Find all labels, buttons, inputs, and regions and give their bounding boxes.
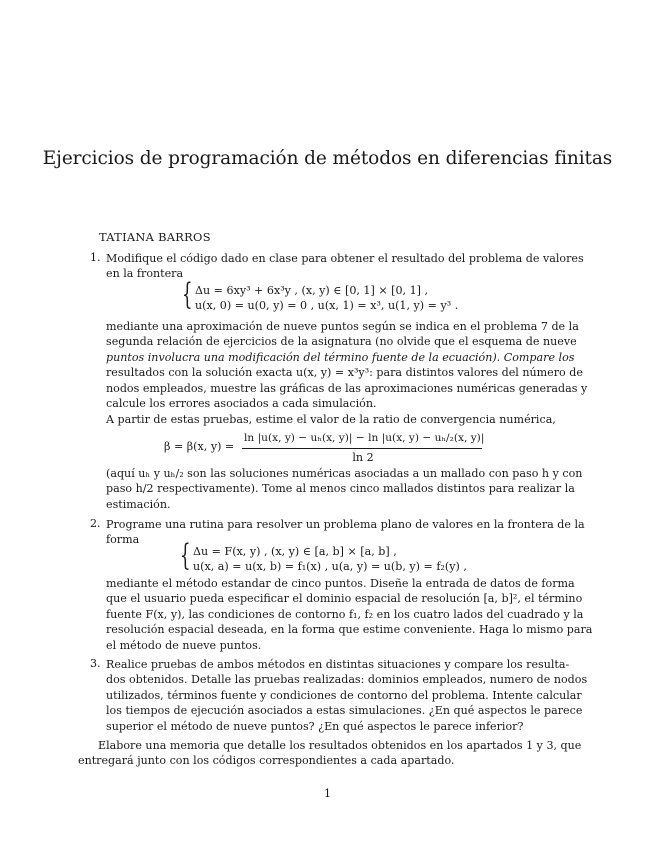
item-1-number: 1. xyxy=(90,251,101,264)
text-line: calcule los errores asociados a cada simulación. xyxy=(106,397,377,411)
item-2-number: 2. xyxy=(90,517,101,530)
left-brace: { xyxy=(180,538,191,573)
text-line: estimación. xyxy=(106,497,171,511)
item-1-equation-2: u(x, 0) = u(0, y) = 0 , u(x, 1) = x³, u(1, y) = y³ . xyxy=(195,299,459,312)
text-line: A partir de estas pruebas, estime el valor de la ratio de convergencia numérica, xyxy=(106,413,556,426)
text-line: Programe una rutina para resolver un problema plano de valores en la frontera de la xyxy=(106,518,585,531)
item-1-paragraph-1 xyxy=(106,319,588,411)
text-line: resolución espacial deseada, en la forma que estime conveniente. Haga lo mismo para xyxy=(106,623,593,637)
text-line: en la frontera xyxy=(106,267,184,281)
item-3-paragraph-1 xyxy=(106,657,588,734)
text-line: superior el método de nueve puntos? ¿En qué aspectos le parece inferior? xyxy=(106,719,524,733)
text-line: forma xyxy=(106,533,140,547)
item-1-equation-1: Δu = 6xy³ + 6x³y , (x, y) ∈ [0, 1] × [0, 1] , xyxy=(195,284,429,297)
text-line: Realice pruebas de ambos métodos en distintas situaciones y compare los resulta- xyxy=(106,658,570,671)
item-1-paragraph-3 xyxy=(106,466,583,512)
left-brace: { xyxy=(182,277,193,312)
item-1-intro xyxy=(106,251,584,282)
item-2-equation-2: u(x, a) = u(x, b) = f₁(x) , u(a, y) = u(b, y) = f₂(y) , xyxy=(193,560,467,573)
formula-denominator: ln 2 xyxy=(352,451,374,464)
text-line: resultados con la solución exacta u(x, y) = x³y³: para distintos valores del número de xyxy=(106,366,583,380)
text-line: Modifique el código dado en clase para obtener el resultado del problema de valores xyxy=(106,252,584,265)
formula-lhs: β = β(x, y) = xyxy=(164,440,235,453)
item-2-intro xyxy=(106,517,585,548)
page-number: 1 xyxy=(323,787,332,800)
text-line: entregará junto con los códigos correspondientes a cada apartado. xyxy=(78,754,455,768)
text-line: mediante el método estandar de cinco puntos. Diseñe la entrada de datos de forma xyxy=(106,577,575,590)
author-name: TATIANA BARROS xyxy=(99,230,211,244)
text-line: Elabore una memoria que detalle los resultados obtenidos en los apartados 1 y 3, que xyxy=(98,739,582,752)
text-line: puntos involucra una modificación del término fuente de la ecuación). Compare los xyxy=(106,350,575,364)
item-2-paragraph-1 xyxy=(106,576,593,653)
text-line: paso h/2 respectivamente). Tome al menos cinco mallados distintos para realizar la xyxy=(106,482,575,496)
document-title: Ejercicios de programación de métodos en diferencias finitas xyxy=(42,148,613,169)
item-2-equation-1: Δu = F(x, y) , (x, y) ∈ [a, b] × [a, b] , xyxy=(193,545,397,558)
closing-paragraph xyxy=(78,738,582,769)
text-line: utilizados, términos fuente y condiciones de contorno del problema. Intente calcular xyxy=(106,688,582,702)
formula-numerator: ln |u(x, y) − uₕ(x, y)| − ln |u(x, y) − uₕ/₂(x, y)| xyxy=(244,432,485,444)
text-line: fuente F(x, y), las condiciones de contorno f₁, f₂ en los cuatro lados del cuadrado y la xyxy=(106,607,584,621)
item-3-number: 3. xyxy=(90,657,101,670)
text-line: el método de nueve puntos. xyxy=(106,638,262,652)
text-line: mediante una aproximación de nueve puntos según se indica en el problema 7 de la xyxy=(106,320,579,333)
text-line: nodos empleados, muestre las gráficas de las aproximaciones numéricas generadas y xyxy=(106,381,588,395)
fraction-bar xyxy=(242,448,482,449)
text-line: segunda relación de ejercicios de la asignatura (no olvide que el esquema de nueve xyxy=(106,335,577,349)
text-line: los tiempos de ejecución asociados a estas simulaciones. ¿En qué aspectos le parece xyxy=(106,704,583,718)
text-line: (aquí uₕ y uₕ/₂ son las soluciones numéricas asociadas a un mallado con paso h y con xyxy=(106,467,583,480)
item-1-paragraph-2 xyxy=(106,412,556,427)
text-line: dos obtenidos. Detalle las pruebas realizadas: dominios empleados, numero de nodos xyxy=(106,673,588,687)
text-line: que el usuario pueda especificar el dominio espacial de resolución [a, b]², el término xyxy=(106,592,583,606)
